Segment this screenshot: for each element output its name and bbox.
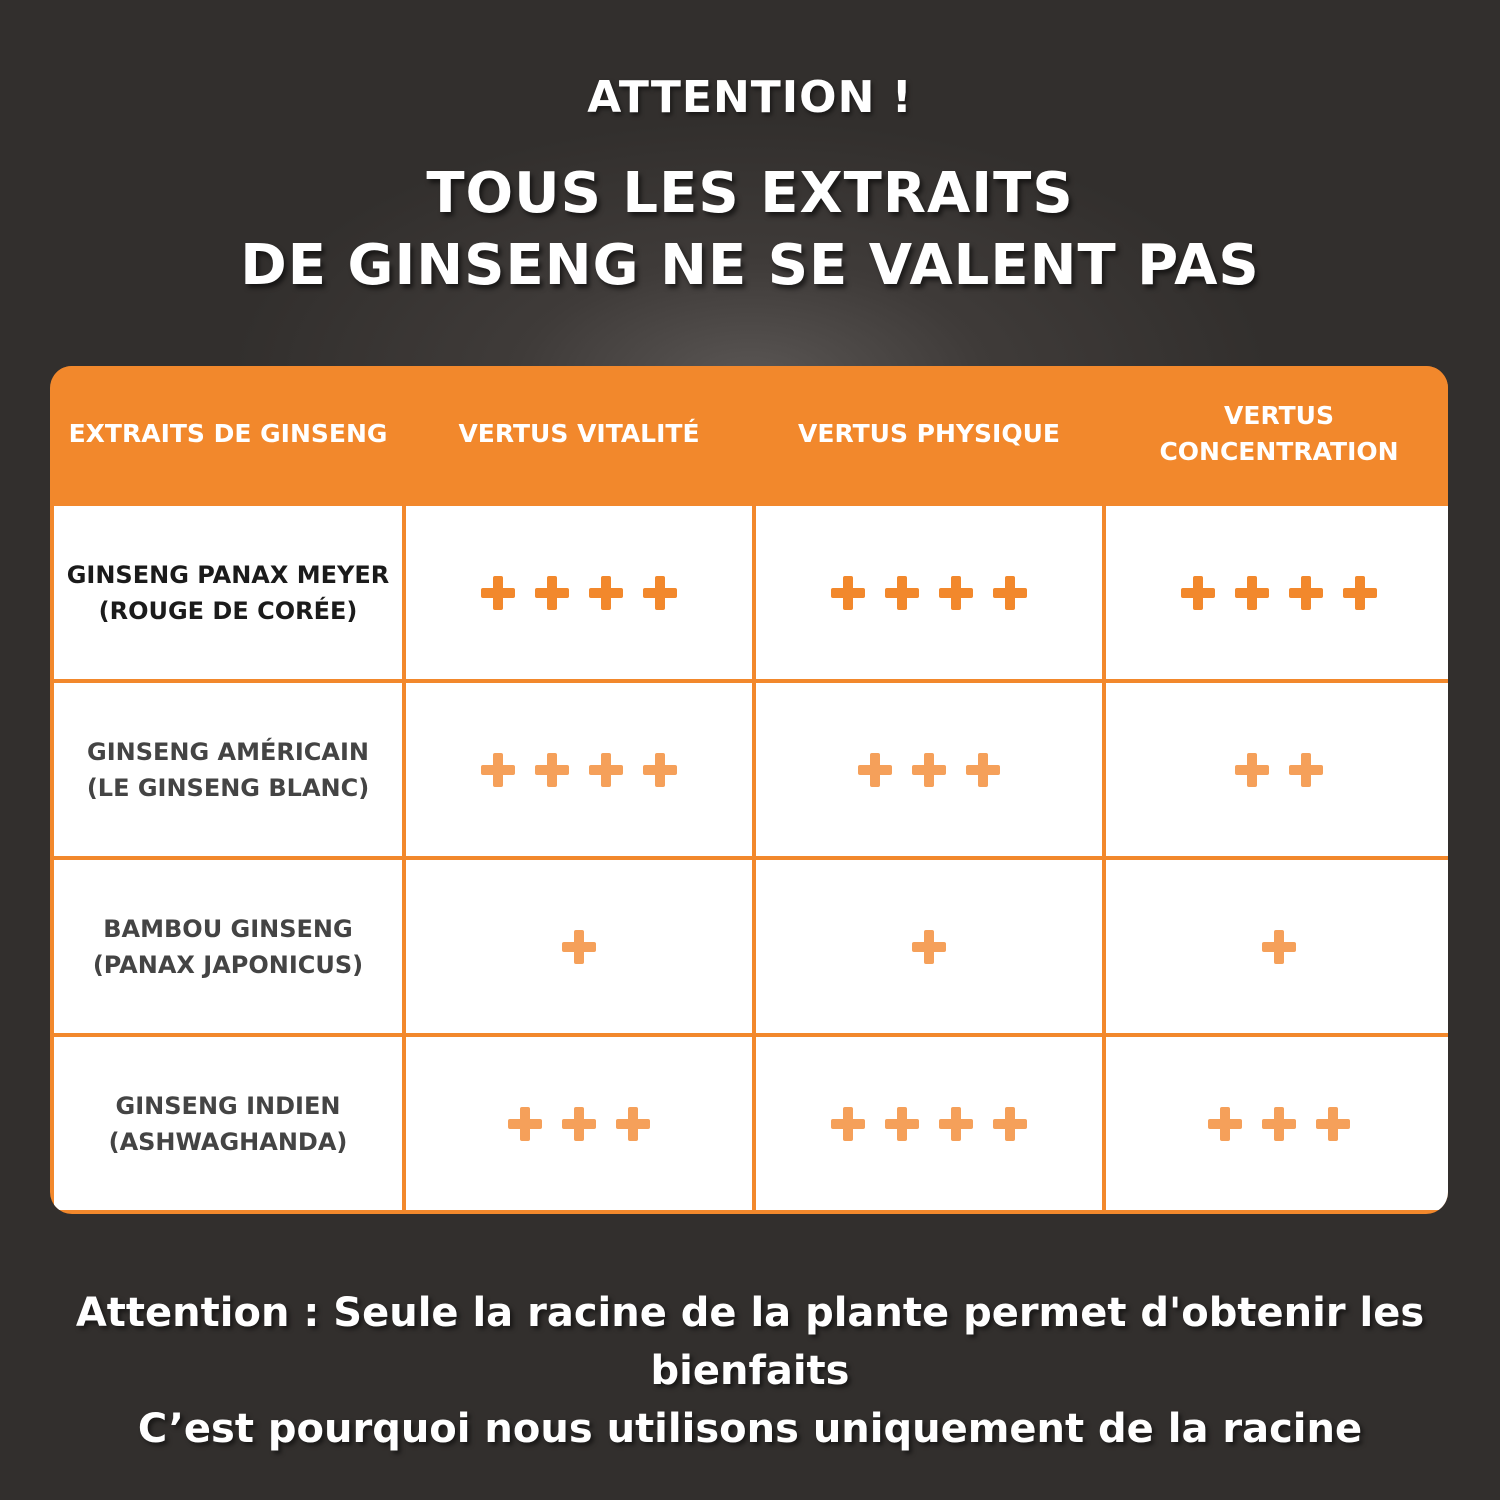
plus-icon xyxy=(616,1107,650,1141)
row-subname: (LE GINSENG BLANC) xyxy=(86,773,370,802)
plus-rating xyxy=(1181,576,1377,610)
plus-rating xyxy=(912,930,946,964)
plus-rating xyxy=(481,576,677,610)
row-label-americain xyxy=(54,683,402,856)
row-name: GINSENG PANAX MEYER xyxy=(66,560,390,589)
plus-icon xyxy=(939,1107,973,1141)
plus-rating xyxy=(831,1107,1027,1141)
header-vitality: VERTUS VITALITÉ xyxy=(406,366,752,502)
header-concentration xyxy=(1106,366,1448,502)
plus-rating xyxy=(858,753,1000,787)
score-cell xyxy=(406,506,752,679)
plus-icon xyxy=(1289,753,1323,787)
score-cell xyxy=(406,683,752,856)
plus-icon xyxy=(1262,930,1296,964)
plus-icon xyxy=(1181,576,1215,610)
plus-icon xyxy=(939,576,973,610)
plus-icon xyxy=(589,576,623,610)
plus-icon xyxy=(831,1107,865,1141)
score-cell xyxy=(756,1037,1102,1210)
footer-line-2: C’est pourquoi nous utilisons uniquement de la racine xyxy=(137,1406,1363,1452)
plus-icon xyxy=(885,1107,919,1141)
row-subname: (ROUGE DE CORÉE) xyxy=(98,596,358,625)
row-subname: (PANAX JAPONICUS) xyxy=(92,950,364,979)
headline-line-1: TOUS LES EXTRAITS xyxy=(426,161,1074,226)
score-cell xyxy=(1106,1037,1448,1210)
footer-note xyxy=(0,1284,1500,1458)
plus-icon xyxy=(858,753,892,787)
row-name: BAMBOU GINSENG xyxy=(103,914,353,943)
plus-icon xyxy=(1235,576,1269,610)
plus-icon xyxy=(966,753,1000,787)
plus-icon xyxy=(885,576,919,610)
plus-icon xyxy=(508,1107,542,1141)
footer-line-1: Attention : Seule la racine de la plante permet d'obtenir les bienfaits xyxy=(75,1290,1425,1394)
headline xyxy=(0,158,1500,302)
plus-icon xyxy=(1289,576,1323,610)
header-physical: VERTUS PHYSIQUE xyxy=(756,366,1102,502)
score-cell xyxy=(406,860,752,1033)
plus-rating xyxy=(508,1107,650,1141)
plus-rating xyxy=(1208,1107,1350,1141)
plus-icon xyxy=(562,1107,596,1141)
plus-icon xyxy=(535,753,569,787)
plus-icon xyxy=(562,930,596,964)
row-label-indien xyxy=(54,1037,402,1210)
header-extracts: EXTRAITS DE GINSENG xyxy=(54,366,402,502)
row-subname: (ASHWAGHANDA) xyxy=(108,1127,348,1156)
plus-icon xyxy=(993,1107,1027,1141)
comparison-table xyxy=(50,366,1448,1214)
plus-rating xyxy=(481,753,677,787)
plus-icon xyxy=(1208,1107,1242,1141)
plus-icon xyxy=(643,753,677,787)
score-cell xyxy=(406,1037,752,1210)
score-cell xyxy=(756,683,1102,856)
score-cell xyxy=(1106,506,1448,679)
plus-icon xyxy=(831,576,865,610)
plus-icon xyxy=(993,576,1027,610)
plus-rating xyxy=(831,576,1027,610)
plus-icon xyxy=(912,930,946,964)
row-name: GINSENG INDIEN xyxy=(115,1091,341,1120)
plus-icon xyxy=(912,753,946,787)
row-label-bambou xyxy=(54,860,402,1033)
plus-rating xyxy=(562,930,596,964)
score-cell xyxy=(1106,683,1448,856)
plus-rating xyxy=(1262,930,1296,964)
plus-icon xyxy=(589,753,623,787)
comparison-grid xyxy=(50,366,1448,1214)
plus-icon xyxy=(643,576,677,610)
row-name: GINSENG AMÉRICAIN xyxy=(87,737,369,766)
plus-icon xyxy=(481,753,515,787)
plus-icon xyxy=(1343,576,1377,610)
score-cell xyxy=(756,506,1102,679)
row-label-panax-meyer xyxy=(54,506,402,679)
plus-icon xyxy=(481,576,515,610)
plus-icon xyxy=(1316,1107,1350,1141)
headline-line-2: DE GINSENG NE SE VALENT PAS xyxy=(240,233,1260,298)
score-cell xyxy=(1106,860,1448,1033)
plus-icon xyxy=(1235,753,1269,787)
plus-rating xyxy=(1235,753,1323,787)
header-concentration-label: VERTUS CONCENTRATION xyxy=(1159,401,1399,466)
plus-icon xyxy=(1262,1107,1296,1141)
plus-icon xyxy=(535,576,569,610)
score-cell xyxy=(756,860,1102,1033)
attention-kicker: ATTENTION ! xyxy=(587,72,913,123)
